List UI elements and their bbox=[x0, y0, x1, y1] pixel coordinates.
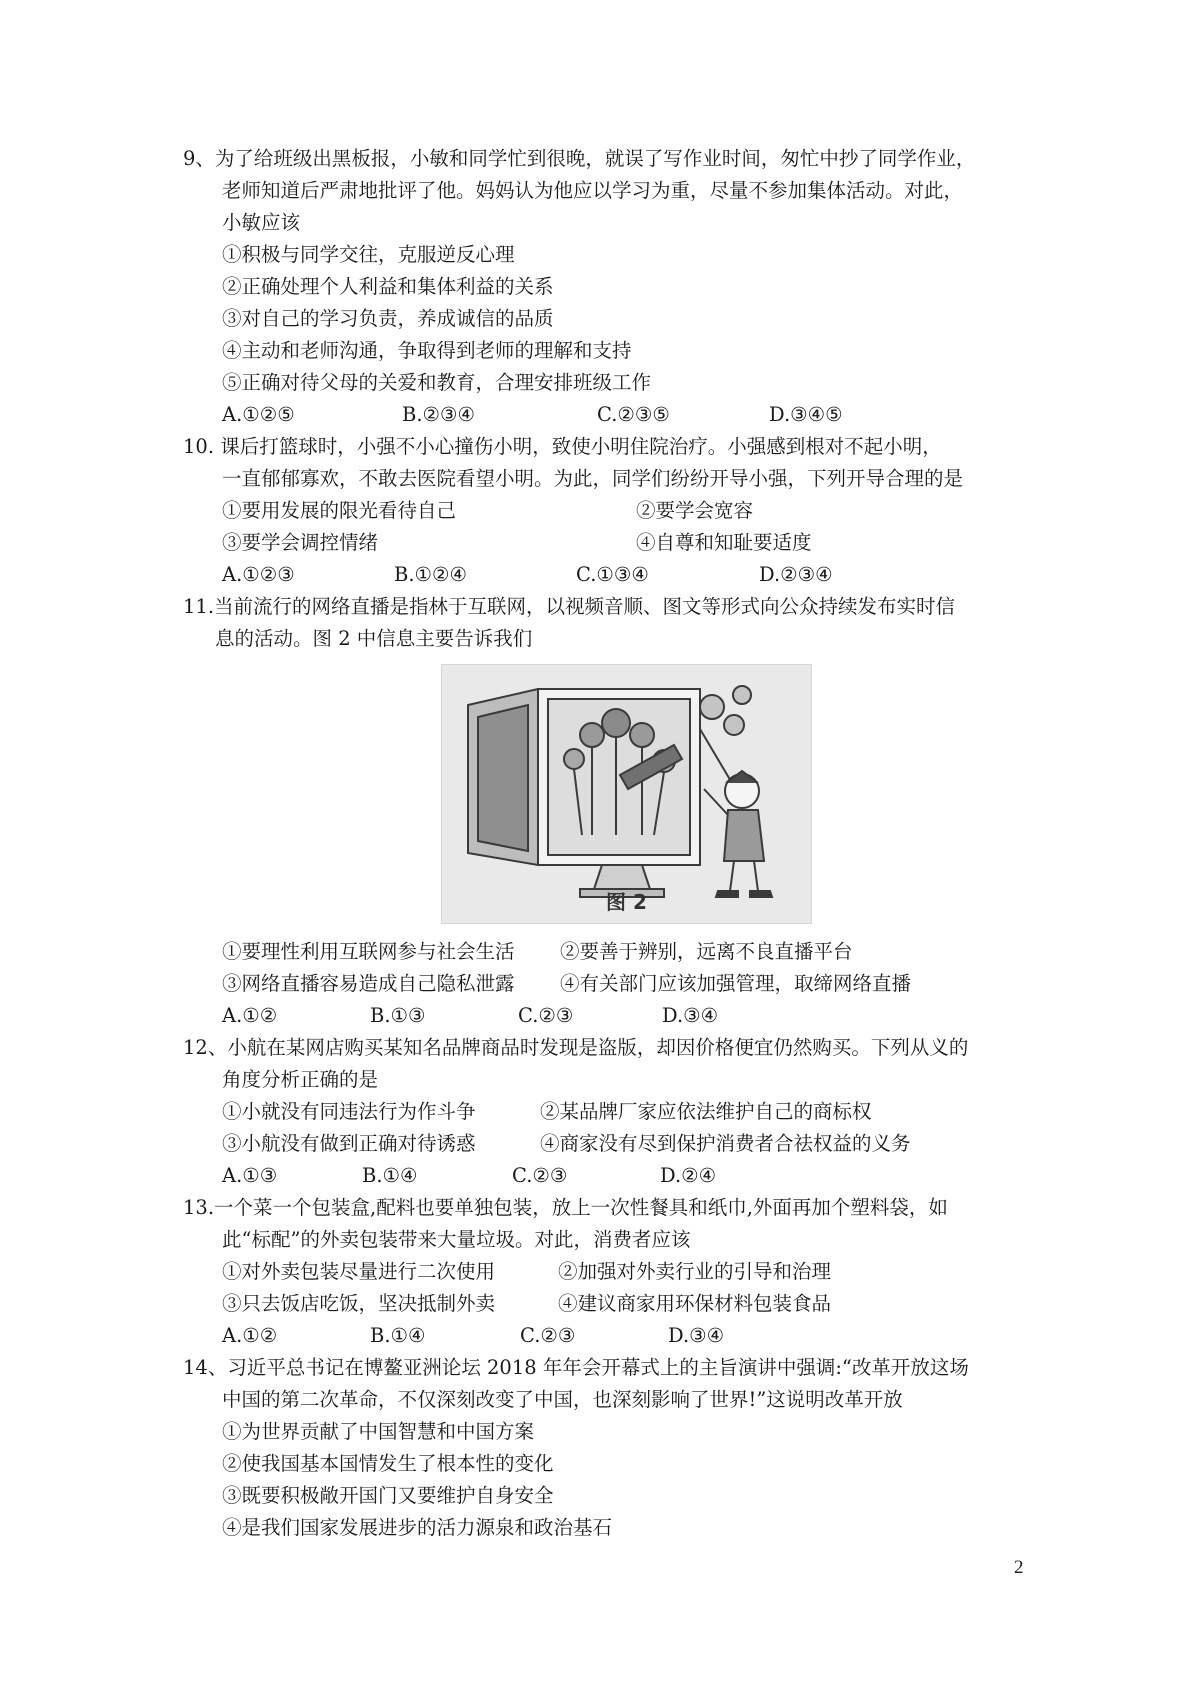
q14-stem-line-1: 14、习近平总书记在博鳌亚洲论坛 2018 年年会开幕式上的主旨演讲中强调:“改革开放这场 bbox=[183, 1356, 969, 1379]
q13-option-a: A.①② bbox=[222, 1324, 278, 1347]
q9-option-c: C.②③⑤ bbox=[597, 403, 670, 426]
q12-items-row-2 bbox=[222, 1128, 911, 1160]
q11-item-2: ②要善于辨别，远离不良直播平台 bbox=[560, 940, 853, 963]
q12-option-d: D.②④ bbox=[660, 1164, 717, 1187]
q12-option-b: B.①④ bbox=[362, 1164, 418, 1187]
q12-item-4: ④商家没有尽到保护消费者合祛权益的义务 bbox=[540, 1132, 911, 1155]
q11-options bbox=[222, 1000, 718, 1032]
figure-2-cartoon bbox=[441, 664, 812, 924]
q13-stem-line-1: 13.一个菜一个包装盒,配料也要单独包装，放上一次性餐具和纸巾,外面再加个塑料袋，如 bbox=[183, 1196, 948, 1219]
q13-option-d: D.③④ bbox=[668, 1324, 725, 1347]
q13-stem-line-2: 此“标配”的外卖包装带来大量垃圾。对此，消费者应该 bbox=[222, 1228, 691, 1251]
q13-items-row-2 bbox=[222, 1288, 831, 1320]
q10-item-1: ①要用发展的限光看待自己 bbox=[222, 499, 457, 522]
q11-item-1: ①要理性利用互联网参与社会生活 bbox=[222, 940, 515, 963]
q9-item-1: ①积极与同学交往，克服逆反心理 bbox=[222, 243, 515, 266]
q12-option-a: A.①③ bbox=[222, 1164, 278, 1187]
q10-stem-line-1: 10. 课后打篮球时，小强不小心撞伤小明，致使小明住院治疗。小强感到根对不起小明， bbox=[183, 435, 942, 458]
q9-stem-line-1: 9、为了给班级出黑板报，小敏和同学忙到很晚，就误了写作业时间，匆忙中抄了同学作业， bbox=[183, 147, 976, 170]
q9-stem-line-2: 老师知道后严肃地批评了他。妈妈认为他应以学习为重，尽量不参加集体活动。对此， bbox=[222, 179, 964, 202]
cartoon-illustration bbox=[442, 665, 811, 923]
q10-item-4: ④自尊和知耻要适度 bbox=[636, 531, 812, 554]
q11-stem-line-1: 11.当前流行的网络直播是指林于互联网，以视频音顺、图文等形式向公众持续发布实时信 bbox=[183, 595, 956, 618]
q10-options bbox=[222, 559, 833, 591]
q13-option-c: C.②③ bbox=[520, 1324, 576, 1347]
q13-option-b: B.①④ bbox=[370, 1324, 426, 1347]
q13-item-4: ④建议商家用环保材料包装食品 bbox=[558, 1292, 832, 1315]
q11-option-a: A.①② bbox=[222, 1004, 278, 1027]
q9-options bbox=[222, 399, 843, 431]
page-number: 2 bbox=[1014, 1557, 1024, 1578]
q9-option-b: B.②③④ bbox=[402, 403, 475, 426]
q9-option-d: D.③④⑤ bbox=[769, 403, 843, 426]
q11-items-row-2 bbox=[222, 968, 911, 1000]
q9-item-3: ③对自己的学习负责，养成诚信的品质 bbox=[222, 307, 554, 330]
q10-stem-line-2: 一直郁郁寡欢，不敢去医院看望小明。为此，同学们纷纷开导小强，下列开导合理的是 bbox=[222, 467, 964, 490]
q11-option-c: C.②③ bbox=[518, 1004, 574, 1027]
q14-item-1: ①为世界贡献了中国智慧和中国方案 bbox=[222, 1420, 535, 1443]
q12-item-3: ③小航没有做到正确对待诱惑 bbox=[222, 1132, 476, 1155]
q10-option-c: C.①③④ bbox=[576, 563, 649, 586]
q10-option-d: D.②③④ bbox=[759, 563, 833, 586]
q12-options bbox=[222, 1160, 716, 1192]
q11-option-d: D.③④ bbox=[662, 1004, 719, 1027]
q13-item-3: ③只去饭店吃饭，坚决抵制外卖 bbox=[222, 1292, 496, 1315]
q11-items-row-1 bbox=[222, 936, 853, 968]
q11-option-b: B.①③ bbox=[370, 1004, 426, 1027]
q14-item-2: ②使我国基本国情发生了根本性的变化 bbox=[222, 1452, 554, 1475]
q12-stem-line-1: 12、小航在某网店购买某知名品牌商品时发现是盗版，却因价格便宜仍然购买。下列从义的 bbox=[183, 1036, 969, 1059]
q9-item-4: ④主动和老师沟通，争取得到老师的理解和支持 bbox=[222, 339, 632, 362]
q14-stem-line-2: 中国的第二次革命，不仅深刻改变了中国，也深刻影响了世界!”这说明改革开放 bbox=[222, 1388, 903, 1411]
figure-caption: 图 2 bbox=[606, 890, 647, 914]
q10-item-2: ②要学会宽容 bbox=[636, 499, 754, 522]
q11-item-4: ④有关部门应该加强管理，取缔网络直播 bbox=[560, 972, 912, 995]
q12-stem-line-2: 角度分析正确的是 bbox=[222, 1068, 379, 1091]
q14-item-3: ③既要积极敞开国门又要维护自身安全 bbox=[222, 1484, 554, 1507]
q10-option-b: B.①②④ bbox=[394, 563, 467, 586]
q12-item-2: ②某品牌厂家应依法维护自己的商标权 bbox=[540, 1100, 872, 1123]
q13-items-row-1 bbox=[222, 1256, 831, 1288]
q11-item-3: ③网络直播容易造成自己隐私泄露 bbox=[222, 972, 515, 995]
q10-items-row-1 bbox=[222, 495, 753, 527]
q10-option-a: A.①②③ bbox=[222, 563, 295, 586]
q13-item-2: ②加强对外卖行业的引导和治理 bbox=[558, 1260, 832, 1283]
q12-item-1: ①小就没有同违法行为作斗争 bbox=[222, 1100, 476, 1123]
q12-items-row-1 bbox=[222, 1096, 872, 1128]
q9-option-a: A.①②⑤ bbox=[222, 403, 295, 426]
q9-stem-line-3: 小敏应该 bbox=[222, 211, 301, 234]
q10-item-3: ③要学会调控情绪 bbox=[222, 531, 379, 554]
q12-option-c: C.②③ bbox=[512, 1164, 568, 1187]
q9-item-5: ⑤正确对待父母的关爱和教育，合理安排班级工作 bbox=[222, 371, 652, 394]
q13-item-1: ①对外卖包装尽量进行二次使用 bbox=[222, 1260, 496, 1283]
q14-item-4: ④是我们国家发展进步的活力源泉和政治基石 bbox=[222, 1516, 613, 1539]
q9-item-2: ②正确处理个人利益和集体利益的关系 bbox=[222, 275, 554, 298]
q10-items-row-2 bbox=[222, 527, 812, 559]
q13-options bbox=[222, 1320, 724, 1352]
q11-stem-line-2: 息的活动。图 2 中信息主要告诉我们 bbox=[215, 627, 533, 650]
